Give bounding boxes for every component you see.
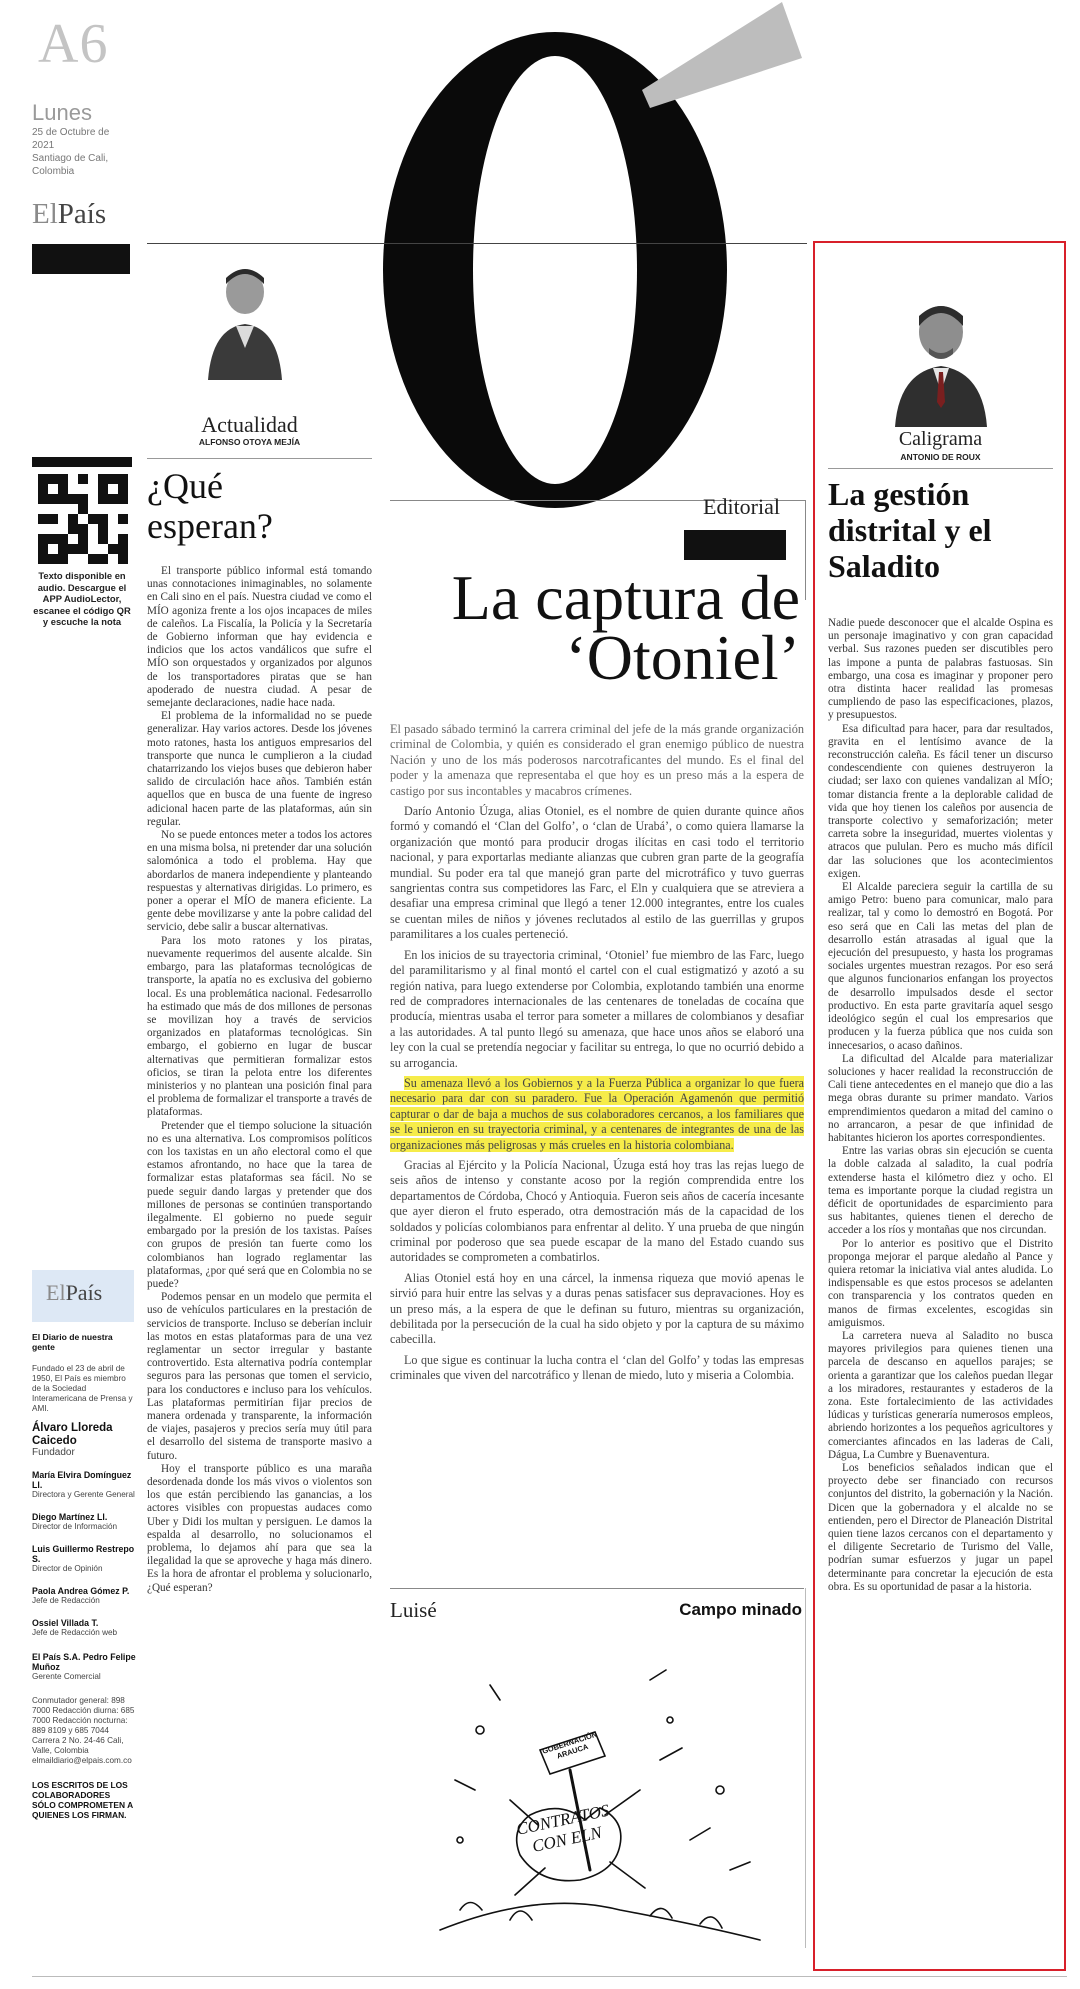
article-title-que-esperan: ¿Qué esperan? xyxy=(147,466,273,546)
cartoon-main-text: CONTRATOS CON ELN xyxy=(514,1800,611,1856)
cartoon-title: Campo minado xyxy=(679,1600,802,1619)
cartoon-sign-text: GOBERNACIÓN ARAUCA xyxy=(541,1729,599,1761)
staff-item xyxy=(32,1470,136,1500)
qr-top-bar xyxy=(32,457,132,467)
staff-name: Ossiel Villada T. xyxy=(32,1618,99,1628)
paragraph: La dificultad del Alcalde para materializar soluciones y hacer realidad la reconstrucción de Cali tiene antecedentes en el manejo que dio a las mega obras durante su primer mandato. Varios emprendimientos quedaron a mitad del camino o no arrancaron, a pesar de que infinidad de habitantes hicieron los aportes correspondientes. xyxy=(828,1052,1053,1144)
masthead-disclaimer: LOS ESCRITOS DE LOS COLABORADORES SÓLO COMPROMETEN A QUIENES LOS FIRMAN. xyxy=(32,1780,133,1820)
column-author-otoya: ALFONSO OTOYA MEJÍA xyxy=(198,437,301,447)
editorial-title: La captura de ‘Otoniel’ xyxy=(451,562,800,693)
masthead-contact: Conmutador general: 898 7000 Redacción diurna: 685 7000 Redacción nocturna: 889 8109 y 685 7044 Carrera 2 No. 24-46 Cali, Valle, Colombia elmaildiario@elpais.com.co xyxy=(32,1696,135,1765)
brand-pais: País xyxy=(57,198,107,230)
paragraph: No se puede entonces meter a todos los actores en una misma bolsa, ni pretender dar una solución salomónica a todo el problema. Hay que abordarlos de manera independiente y planteando respuestas y alternativas dirigidas. Lo primero, es poner a operar el MÍO de manera eficiente. La gente debe movilizarse y ante la pobre calidad del servicio, debe salir a buscar alternativas. xyxy=(147,829,372,934)
paragraph: Alias Otoniel está hoy en una cárcel, la inmensa riqueza que movió apenas le sirvió para huir entre las selvas y a duras penas satisfacer sus depravaciones. Hoy es un preso más, a la espera de que le definan su futuro, mientras su organización, debilitada por la persecución de la cual ha sido objeto y por la captura de su máximo cabecilla. xyxy=(390,1270,804,1347)
masthead-logo xyxy=(32,1270,134,1306)
author-photo-de-roux xyxy=(893,292,989,427)
page-day: Lunes xyxy=(32,100,92,125)
paragraph: Lo que sigue es continuar la lucha contra el ‘clan del Golfo’ y todas las empresas criminales que viven del narcotráfico y llenan de miedo, luto y miseria a Colombia. xyxy=(390,1352,804,1383)
paragraph: Nadie puede desconocer que el alcalde Ospina es un personaje imaginativo y con gran capacidad verbal. Sus razones pueden ser discutibles pero las impone a punta de palabras fastuosas. Sin embargo, una cosa es imaginar y proponer pero otra distinta hacer realidad las promesas cumpliendo de paso las especificaciones, plazos, y presupuestos. xyxy=(828,617,1053,722)
staff-item xyxy=(32,1586,136,1606)
staff-role: Directora y Gerente General xyxy=(32,1490,135,1499)
article-body-gestion-distrital xyxy=(828,617,1053,1594)
masthead xyxy=(32,1332,136,1820)
staff-name: María Elvira Domínguez Ll. xyxy=(32,1470,132,1490)
paragraph: Gracias al Ejército y la Policía Nacional, Úzuga está hoy tras las rejas luego de seis años de intenso y constante acoso por la región comprendida entre los departamentos de Córdoba, Chocó y Antioquia. Fueron seis años de cacería incesante que ayer dieron el fruto esperado, otra demostración más de la capacidad de los soldados y policías colombianos para enfrentar al delito. Y una prueba de que ningún criminal por poderoso que sea puede escapar de la mano del Estado cuando sus autoridades se comprometen a combatirlos. xyxy=(390,1157,804,1265)
staff-item xyxy=(32,1652,136,1682)
staff-item xyxy=(32,1618,136,1638)
staff-name: Luis Guillermo Restrepo S. xyxy=(32,1544,135,1564)
column-author-de-roux: ANTONIO DE ROUX xyxy=(900,452,981,462)
paragraph: Pretender que el tiempo solucione la situación no es una alternativa. Los compromisos políticos con los taxistas en un año electoral como el que estamos afrontando, no hace que la tarea de formalizar estas plataformas sea fácil. No se puede seguir dando largas y pretender que dos millones de personas se continúen transportando ilegalmente. El gobierno no puede seguir embargado por la presión de los taxistas. Países con grupos de presión tan fuerte como los colombianos han logrado reglamentar las plataformas, ¿por qué será que en Colombia no se puede? xyxy=(147,1119,372,1290)
staff-role: Gerente Comercial xyxy=(32,1672,101,1681)
big-o-graphic xyxy=(350,0,810,580)
cartoon-drawing xyxy=(420,1640,780,1945)
paragraph: Hoy el transporte público es una maraña desordenada donde los más vivos o violentos son los que están percibiendo las ganancias, a los actores visibles con propuestas audaces como Uber y Didi los multan y persiguen. Le damos la espalda al desarrollo, no solucionamos el problema, lo dejamos ahí para que sea la ilegalidad la que se aproveche y haga más dinero. Es la hora de afrontar el problema y solucionarlo, ¿Qué esperan? xyxy=(147,1462,372,1594)
masthead-pais: País xyxy=(65,1280,103,1305)
paragraph: La carretera nueva al Saladito no busca mayores privilegios para quienes tienen una parcela de descanso en aquellos parajes; se orienta a garantizar que los caleños puedan llegar a los miradores, restaurantes y estaderos de la zona. Este fortalecimiento de las actividades lúdicas y turísticas generaría numerosos empleos, abriendo horizontes a los pequeños agricultores y comerciantes afincados en las laderas de Cali, Dágua, La Cumbre y Buenaventura. xyxy=(828,1329,1053,1461)
staff-role: Jefe de Redacción web xyxy=(32,1628,118,1637)
paragraph: El transporte público informal está tomando unas connotaciones inimaginables, no solamente en Cali sino en el país. Nuestra ciudad ve como el MÍO agoniza frente a los ojos incapaces de miles de caleños. La Fiscalía, la Policía y la Secretaría de Gobierno informan que hay evidencia e indicios que los actos vandálicos que sufre el MÍO son orquestados y organizados por algunos de los transportadores piratas que se han apoderado de nuestra ciudad. A pesar de semejante declaraciones, nadie hace nada. xyxy=(147,565,372,710)
page-city: Santiago de Cali, Colombia xyxy=(32,153,109,177)
article-body-que-esperan xyxy=(147,565,372,1595)
column-section-actualidad: Actualidad xyxy=(201,412,298,437)
paragraph: Entre las varias obras sin ejecución se cuenta la doble calzada al saladito, la cual podría extenderse hasta el kilómetro diez y ocho. El tema es importante porque la ciudad registra un déficit de oportunidades de esparcimiento para sus habitantes, quienes tienen el derecho de acceder a los ríos y montañas que nos circundan. xyxy=(828,1145,1053,1237)
paragraph: El problema de la informalidad no se puede generalizar. Hay varios actores. Desde los jóvenes moto ratones, hasta los antiguos empresarios del transporte que nunca le cumplieron a la ciudad chatarrizando los viejos buses que debieron haber salido de circulación hace años. También están aquellos que en busca de una fuente de ingreso adicional hacen parte de las plataformas, aún sin regular. xyxy=(147,710,372,828)
editorial-label: Editorial xyxy=(703,494,780,519)
big-letter xyxy=(350,0,810,580)
masthead-founder xyxy=(32,1422,136,1458)
masthead-logo-box xyxy=(32,1270,134,1322)
masthead-tagline: El Diario de nuestra gente xyxy=(32,1332,113,1352)
paragraph: Darío Antonio Úzuga, alias Otoniel, es el nombre de quien durante quince años formó y comandó el ‘Clan del Golfo’, o ‘clan de Urabá’, o como quiera llamarse la organización que montó para producir drogas ilícitas en casi todo el territorio nacional, y para exportarlas mediante alianzas que cubren gran parte de la geografía mundial. Su poder era tal que manejó gran parte del microtráfico y tuvo guerras sangrientas contra sus competidores las Farc, el Eln y cualquiera que se atreviera a desafiar una empresa criminal que llegó a tener 12.000 integrantes, entre los cuales se cuentan miles de niños y jóvenes reclutados al estilo de las guerrillas y grupos paramilitares a los cuales perteneció. xyxy=(390,804,804,942)
paragraph: Esa dificultad para hacer, para dar resultados, gravita en el lentísimo avance de la reconstrucción caleña. Es fácil tener un discurso condescendiente con quienes destruyeron la ciudad; ser laxo con quienes vandalizan al MÍO; tomar distancia frente a la deplorable calidad de vida que hoy tienen los caleños por ausencia de transporte colectivo y semaforización; meter carreta sobre la inseguridad, muertes violentas y atracos que pululan. Pero es mucho más difícil dar las soluciones que los acontecimientos exigen. xyxy=(828,722,1053,880)
author-photo-otoya xyxy=(206,262,284,380)
column-section-caligrama: Caligrama xyxy=(898,428,983,450)
staff-role: Director de Información xyxy=(32,1522,118,1531)
page-bottom-rule xyxy=(32,1976,1067,1977)
masthead-el: El xyxy=(46,1280,66,1305)
editorial-bar xyxy=(684,530,786,560)
staff-role: Jefe de Redacción xyxy=(32,1596,100,1605)
paragraph: Por lo anterior es positivo que el Distrito proponga mejorar el parque aledaño al Pance y quiera retomar la iniciativa vial antes aludida. Lo indispensable es que estos procesos se adelanten con transparencia y los contratos queden en manos de firmas excelentes, escogidas sin amiguismos. xyxy=(828,1237,1053,1329)
author-rule-right xyxy=(828,468,1053,469)
paragraph: El Alcalde pareciera seguir la cartilla de su amigo Petro: bueno para comunicar, malo para realizar, tal y como lo demostró en Bogotá. Por eso será que en Cali las metas del plan de desarrollo están atrasadas al igual que la ejecución del presupuesto, y hasta los programas sociales urgentes muestran rezagos. Por eso será que algunos funcionarios enfangan los proyectos de desarrollo impulsados desde el sector productivo. En esta parte gravitaría aquel sesgo ideológico según el cual los empresarios que producen y la fuerza pública que nos cuida son innecesarios, o acaso dañinos. xyxy=(828,881,1053,1052)
paragraph: En los inicios de su trayectoria criminal, ‘Otoniel’ fue miembro de las Farc, luego del paramilitarismo y al final montó el cartel con el cual estigmatizó y azotó a su región nativa, para luego extenderse por Colombia, explotando también una enorme red de compradores internacionales de las centenares de toneladas de cocaína que producía, mientras usaba el terror para someter a millares de colombianos y desafiar a las autoridades. A tal punto llegó su amenaza, que hace unos años se elaboró una ley con la cual se pretendía negociar y facilitar su entrega, lo que no ocurrió debido a su arrogancia. xyxy=(390,947,804,1070)
cartoon-artist: Luisé xyxy=(390,1598,437,1622)
paragraph: Podemos pensar en un modelo que permita el uso de vehículos particulares en la prestación de servicios de transporte. Incluso se deberían incluir las motos en estas plataformas para de una vez reglamentar un sector irregular y bastante controvertido. Esta alternativa podría contemplar seguros para las personas que tomen el servicio, para los conductores e incluso para los vehículos. Las plataformas permitirían fijar precios de manera ordenada y transparente, la información de viajes, pasajeros y precios sería muy útil para el desarrollo del sistema de transporte masivo a futuro. xyxy=(147,1291,372,1462)
editorial-highlight xyxy=(390,1076,804,1153)
qr-code[interactable] xyxy=(38,474,128,564)
article-title-gestion-distrital: La gestión distrital y el Saladito xyxy=(828,476,992,584)
paragraph: Para los moto ratones y los piratas, nuevamente requerimos del ausente alcalde. Sin embargo, para las plataformas tecnológicas de transporte, la apatía no es exclusiva del gobierno local. Es una problemática nacional. Fedesarrollo ha estimado que más de dos millones de personas se movilizan hoy a través de servicios organizados en plataformas tecnológicas. Sin embargo, el gobierno en lugar de buscar alternativas que permitieran formalizar estos oficios, se tiran la pelota entre los diferentes ministerios y no plantean una posición final para el problema de formalizar el transporte a través de plataformas. xyxy=(147,934,372,1119)
cartoon-side-rule xyxy=(805,1588,806,1948)
staff-name: Paola Andrea Gómez P. xyxy=(32,1586,130,1596)
staff-item xyxy=(32,1544,136,1574)
staff-name: Diego Martínez Ll. xyxy=(32,1512,108,1522)
page-date: 25 de Octubre de 2021 xyxy=(32,127,110,151)
paragraph: Los beneficios señalados indican que el proyecto debe ser financiado con recursos conjuntos del distrito, la gobernación y la Nación. Dicen que la gobernadora y el alcalde no se entienden, pero el Director de Planeación Distrital quien tiene lazos cercanos con el departamento y el diligente Secretario de Turismo del Valle, podrían sumar esfuerzos y jugar un papel determinante para concretar la ejecución de esta obra. Es su oportunidad de pasar a la historia. xyxy=(828,1462,1053,1593)
staff-role: Director de Opinión xyxy=(32,1564,103,1573)
page-number: A6 xyxy=(38,13,109,75)
cartoon-top-rule xyxy=(390,1588,804,1589)
editorial-lead: El pasado sábado terminó la carrera criminal del jefe de la más grande organización criminal de Colombia, y quién es considerado el gran enemigo público de nuestra Nación y uno de los más poderosos narcotraficantes del mundo. Es el final del poder y la amenaza que representaba el que hoy es un preso más a la espera de castigo por sus incontables y macabros crímenes. xyxy=(390,722,804,798)
staff-item xyxy=(32,1512,136,1532)
founder-name: Álvaro Lloreda Caicedo xyxy=(32,1422,113,1447)
masthead-founded: Fundado el 23 de abril de 1950, El País es miembro de la Sociedad Interamericana de Prensa y AMI. xyxy=(32,1364,133,1413)
founder-role: Fundador xyxy=(32,1447,75,1458)
highlighted-text: Su amenaza llevó a los Gobiernos y a la Fuerza Pública a organizar lo que fuera necesario para dar con su paradero. Fue la Operación Agamenón que permitió capturar o dar de baja a muchos de sus colaboradores cercanos, a los familiares que se le unieron en su trayectoria criminal, y a centenares de integrantes de una de las organizaciones más peligrosas y más crueles en la historia colombiana. xyxy=(390,1075,804,1152)
author-rule-left xyxy=(147,458,372,459)
brand-bar xyxy=(32,244,130,274)
column-top-rule xyxy=(147,243,807,244)
brand-el: El xyxy=(32,198,58,230)
qr-caption: Texto disponible en audio. Descargue el APP AudioLector, escanee el código QR y escuche la nota xyxy=(33,570,131,628)
staff-name: El País S.A. Pedro Felipe Muñoz xyxy=(32,1652,136,1672)
page-brand xyxy=(32,198,106,231)
editorial-body xyxy=(390,722,804,1384)
editorial-side-rule xyxy=(805,500,806,600)
